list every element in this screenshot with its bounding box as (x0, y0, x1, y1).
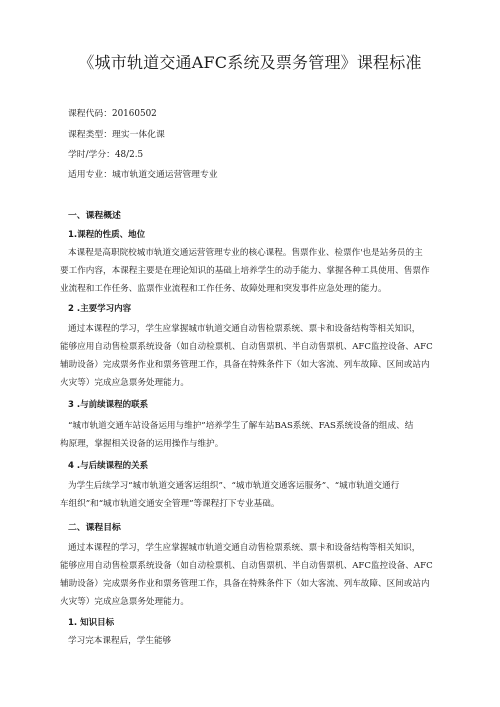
goals-line: 火灾等）完成应急票务处理能力。 (60, 597, 189, 607)
followup-line: 车组织”和“城市轨道交通安全管理”等课程打下专业基础。 (60, 499, 280, 509)
section2-heading: 二、课程目标 (68, 523, 121, 533)
content-line: 火灾等）完成应急票务处理能力。 (60, 378, 189, 388)
course-hours: 学时/学分：48/2.5 (68, 150, 144, 160)
nature-line: 业流程和工作任务、监票作业流程和工作任务、故障处理和突发事件应急处理的能力。 (60, 284, 387, 294)
goals-line: 通过本课程的学习，学生应掌握城市轨道交通自动售检票系统、票卡和设备结构等相关知识， (68, 543, 421, 553)
course-code: 课程代码：20160502 (68, 109, 157, 119)
goals-line: 辅助设备）完成票务作业和票务管理工作，具备在特殊条件下（如大客流、列车故障、区间或站内 (60, 579, 430, 589)
prereq-line: “城市轨道交通车站设备运用与维护”培养学生了解车站BAS系统、FAS系统设备的组成、结 (68, 421, 414, 431)
followup-line: 为学生后续学习“城市轨道交通客运组织”、“城市轨道交通客运服务”、“城市轨道交通行 (68, 481, 400, 491)
content-line: 通过本课程的学习，学生应掌握城市轨道交通自动售检票系统、票卡和设备结构等相关知识， (68, 324, 421, 334)
goals-line: 能够应用自动售检票系统设备（如自动检票机、自动售票机、半自动售票机、AFC监控设备、AFC (60, 561, 433, 571)
document-title: 《城市轨道交通AFC系统及票务管理》课程标准 (78, 53, 422, 72)
followup-heading: 4 .与后续课程的关系 (68, 461, 149, 471)
knowledge-line: 学习完本课程后，学生能够 (68, 636, 172, 646)
section1-heading: 一、课程概述 (68, 211, 121, 221)
content-heading: 2 .主要学习内容 (68, 304, 132, 314)
content-line: 能够应用自动售检票系统设备（如自动检票机、自动售票机、半自动售票机、AFC监控设备、AFC (60, 342, 433, 352)
prereq-line: 构原理，掌握相关设备的运用操作与维护。 (60, 439, 224, 449)
course-type: 课程类型：理实一体化课 (68, 130, 165, 140)
course-major: 适用专业：城市轨道交通运营管理专业 (68, 170, 218, 180)
nature-line: 本课程是高职院校城市轨道交通运营管理专业的核心课程。售票作业、检票作'也是站务员的主 (68, 248, 423, 258)
content-line: 辅助设备）完成票务作业和票务管理工作，具备在特殊条件下（如大客流、列车故障、区间或站内 (60, 360, 430, 370)
nature-line: 要工作内容，本课程主要是在理论知识的基础上培养学生的动手能力、掌握各种工具使用、售票作 (60, 266, 430, 276)
knowledge-heading: 1. 知识目标 (68, 618, 115, 628)
nature-heading: 1.课程的性质、地位 (68, 230, 146, 240)
prereq-heading: 3 .与前续课程的联系 (68, 400, 149, 410)
